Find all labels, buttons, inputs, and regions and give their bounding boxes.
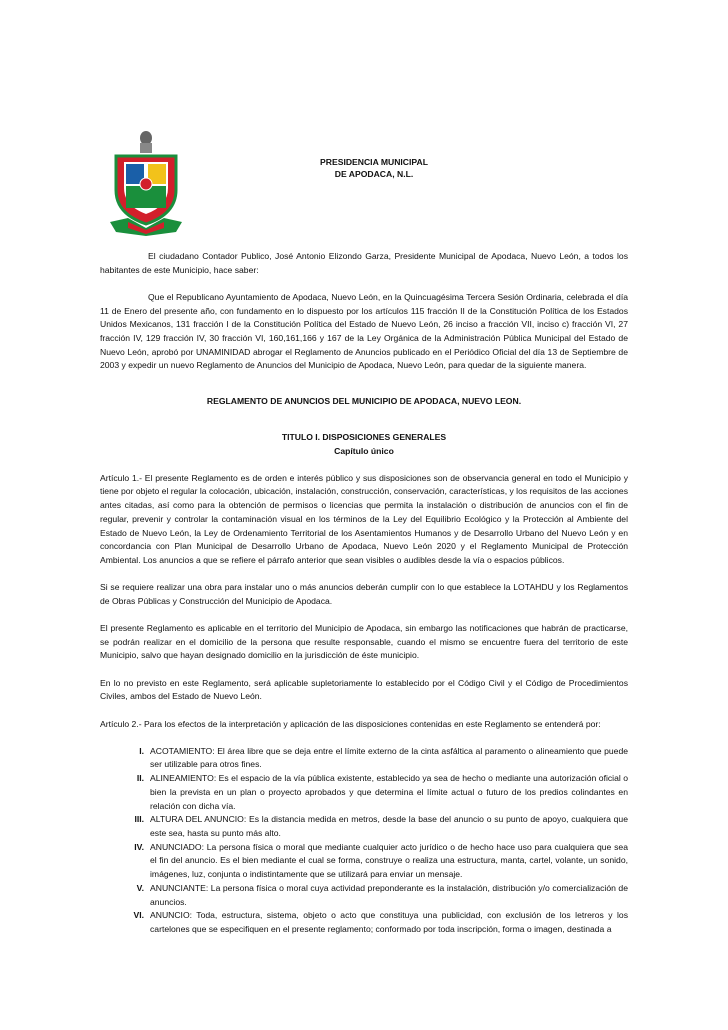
intro-paragraph: El ciudadano Contador Publico, José Antonio Elizondo Garza, Presidente Municipal de Apodaca, Nuevo León, a todos los habitantes de este Municipio, hace saber:	[100, 251, 628, 275]
definitions-list	[100, 745, 628, 937]
list-number: IV.	[134, 841, 144, 852]
header-line-1: PRESIDENCIA MUNICIPAL	[320, 157, 428, 167]
list-text: ALINEAMIENTO: Es el espacio de la vía pública existente, establecido ya sea de hecho o mediante una autorización oficial o bien la prevista en un plan o proyecto aprobados y que determina el límite actual o futuro de los predios colindantes en relación con dicha vía.	[150, 773, 628, 811]
article-1-paragraph-3: El presente Reglamento es aplicable en el territorio del Municipio de Apodaca, sin embargo las notificaciones que habrán de practicarse, se podrán realizar en el domicilio de la persona que resulte responsable, cuando el mismo se encuentre fuera del territorio de este Municipio, salvo que hayan designado domicilio en la jurisdicción de éste municipio.	[100, 623, 628, 661]
list-item	[100, 745, 628, 772]
list-item	[100, 772, 628, 813]
list-text: ANUNCIANTE: La persona física o moral cuya actividad preponderante es la instalación, distribución y/o comercialización de anuncios.	[150, 882, 628, 907]
municipal-crest-logo	[110, 128, 182, 238]
list-text: ANUNCIADO: La persona física o moral que mediante cualquier acto jurídico o de hecho hace uso para cualquiera que sea el fin del anuncio. Es el bien mediante el cual se forma, construye o realiza una estructura, manta, cartel, volante, un sonido, imágenes, luz, conjunta o indistintamente que se utilizará para enviar un mensaje.	[150, 841, 628, 880]
list-item	[100, 813, 628, 840]
list-number: II.	[136, 773, 144, 784]
article-2: Artículo 2.- Para los efectos de la interpretación y aplicación de las disposiciones contenidas en este Reglamento se entenderá por:	[100, 718, 601, 729]
list-item	[100, 909, 628, 936]
chapter-heading: Capítulo único	[334, 445, 394, 456]
article-1-paragraph-2: Si se requiere realizar una obra para instalar uno o más anuncios deberán cumplir con lo que establece la LOTAHDU y los Reglamentos de Obras Públicas y Construcción del Municipio de Apodaca.	[100, 582, 628, 606]
header-line-2: DE APODACA, N.L.	[334, 169, 414, 179]
list-number: III.	[134, 814, 144, 825]
list-number: V.	[136, 882, 144, 893]
list-number: I.	[139, 745, 144, 756]
list-text: ACOTAMIENTO: El área libre que se deja entre el límite externo de la cinta asfáltica al paramento o alineamiento que puede ser utilizable para otros fines.	[150, 745, 628, 770]
document-body	[100, 250, 628, 937]
article-1: Artículo 1.- El presente Reglamento es de orden e interés público y sus disposiciones son de observancia general en todo el Municipio y tiene por objeto el regular la colocación, ubicación, instalación, construcción, conservación, características, y los requisitos de las acciones antes citadas, así como para la obtención de permisos o licencias que permita la instalación o distribución de anuncios con el fin de regular, prevenir y controlar la contaminación visual en los términos de la Ley del Equilibrio Ecológico y la Protección al Ambiente del Estado de Nuevo León, la Ley de Ordenamiento Territorial de los Asentamientos Humanos y de Desarrollo Urbano del Nuevo León y en concordancia con Plan Municipal de Desarrollo Urbano de Apodaca, Nuevo León 2020 y el Reglamento Municipal de Protección Ambiental. Los anuncios a que se refiere el párrafo anterior que sean visibles o audibles desde la vía o espacios públicos.	[100, 472, 628, 565]
title-heading: TITULO I. DISPOSICIONES GENERALES	[281, 431, 447, 442]
document-header	[300, 156, 448, 180]
approval-paragraph: Que el Republicano Ayuntamiento de Apodaca, Nuevo León, en la Quincuagésima Tercera Sesión Ordinaria, celebrada el día 11 de Enero del presente año, con fundamento en lo dispuesto por los artículos 115 fracción II de la Constitución Política de los Estados Unidos Mexicanos, 131 fracción I de la Constitución Política del Estado de Nuevo León, 26 inciso a fracción VII, inciso c) fracción VI, 27 fracción IV, 129 fracción IV, 30 fracción VI, 160,161,166 y 167 de la Ley Orgánica de la Administración Pública Municipal del Estado de Nuevo León, aprobó por UNAMINIDAD abrogar el Reglamento de Anuncios publicado en el Periódico Oficial del día 13 de Septiembre de 2003 y expedir un nuevo Reglamento de Anuncios del Municipio de Apodaca, Nuevo León, para quedar de la siguiente manera.	[100, 291, 628, 371]
regulation-title: REGLAMENTO DE ANUNCIOS DEL MUNICIPIO DE APODACA, NUEVO LEON.	[206, 396, 522, 407]
article-1-paragraph-4: En lo no previsto en este Reglamento, será aplicable supletoriamente lo establecido por el Código Civil y el Código de Procedimientos Civiles, ambos del Estado de Nuevo León.	[100, 677, 628, 702]
list-text: ALTURA DEL ANUNCIO: Es la distancia medida en metros, desde la base del anuncio o su punto de apoyo, cualquiera que este sea, hasta su punto más alto.	[150, 814, 628, 838]
list-item	[100, 841, 628, 882]
list-number: VI.	[133, 910, 144, 921]
list-item	[100, 882, 628, 909]
list-text: ANUNCIO: Toda, estructura, sistema, objeto o acto que constituya una publicidad, con exclusión de los letreros y los cartelones que se especifiquen en el presente reglamento; conformado por toda inscripción, forma o imagen, destinada a	[150, 910, 628, 934]
